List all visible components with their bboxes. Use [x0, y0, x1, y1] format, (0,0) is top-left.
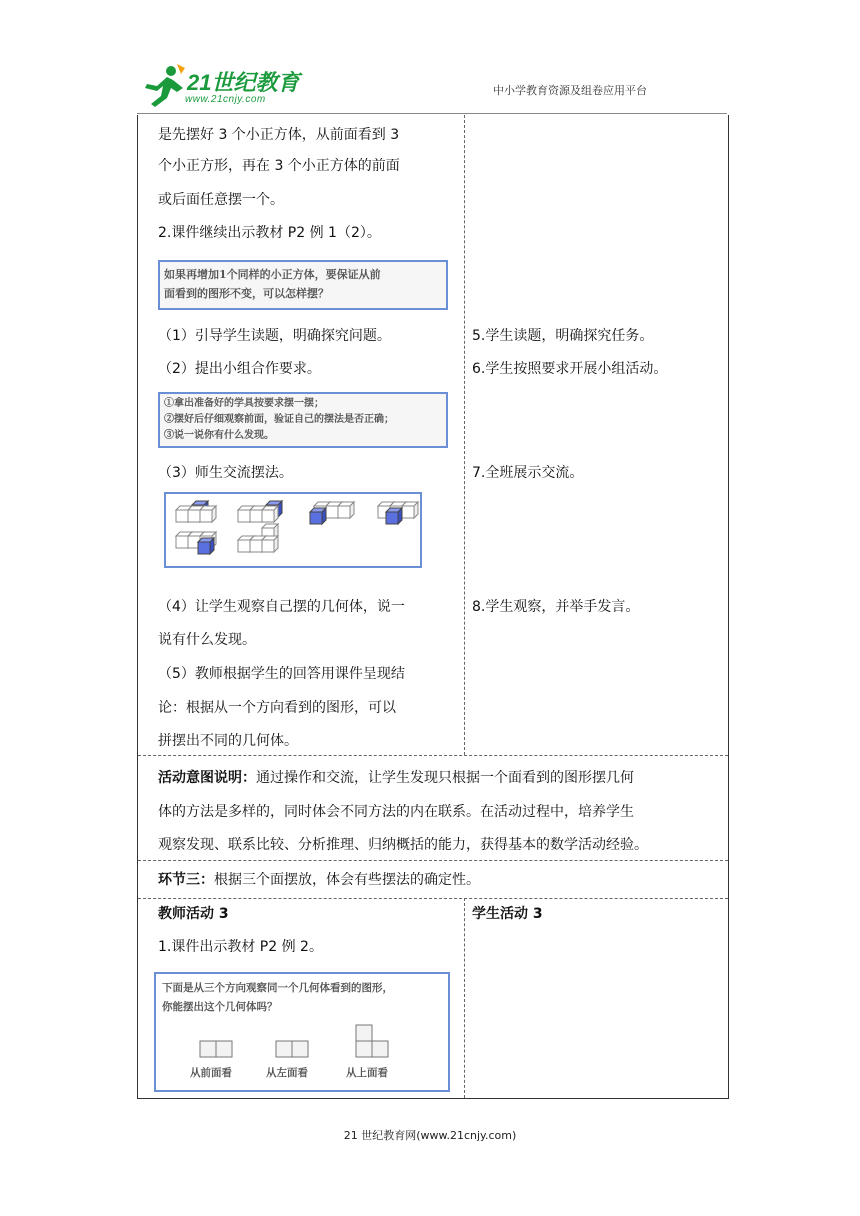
- section-label: 环节三：: [158, 872, 214, 888]
- question-line: 面看到的图形不变，可以怎样摆？: [164, 287, 329, 300]
- student-step: 6.学生按照要求开展小组活动。: [472, 361, 668, 377]
- lesson-table: [137, 115, 729, 1099]
- teacher-step: （3）师生交流摆法。: [158, 465, 293, 481]
- teacher-step: 说有什么发现。: [158, 632, 256, 648]
- intent-label: 活动意图说明：: [158, 770, 256, 786]
- teacher-text-line: 是先摆好 3 个小正方体，从前面看到 3: [158, 127, 400, 143]
- requirement-line: ②摆好后仔细观察前面，验证自己的摆法是否正确；: [164, 414, 394, 425]
- teacher-text-line: 2.课件继续出示教材 P2 例 1（2）。: [158, 225, 381, 241]
- example-question-line: 下面是从三个方向观察同一个几何体看到的图形，: [162, 982, 393, 994]
- page-header: [137, 62, 727, 114]
- section-title: [158, 871, 480, 889]
- student-step: 8.学生观察，并举手发言。: [472, 599, 640, 615]
- platform-name: 中小学教育资源及组卷应用平台: [493, 84, 647, 97]
- view-label-front: 从前面看: [190, 1067, 232, 1079]
- requirement-line: ③说一说你有什么发现。: [164, 430, 274, 441]
- student-step: 5.学生读题，明确探究任务。: [472, 328, 654, 344]
- row-divider: [138, 898, 728, 899]
- teacher-step: 论：根据从一个方向看到的图形，可以: [158, 700, 396, 716]
- requirements-box: [158, 392, 448, 448]
- student-activity-heading: 学生活动 3: [472, 906, 543, 922]
- teacher-activity-heading: 教师活动 3: [158, 906, 229, 922]
- example-question-line: 你能摆出这个几何体吗？: [162, 1001, 278, 1013]
- teacher-text-line: 或后面任意摆一个。: [158, 192, 284, 208]
- logo: [137, 62, 317, 110]
- logo-text: 21世纪教育: [187, 70, 300, 95]
- section-text: 根据三个面摆放，体会有些摆法的确定性。: [214, 872, 480, 888]
- intent-line: 体的方法是多样的，同时体会不同方法的内在联系。在活动过程中，培养学生: [158, 804, 634, 820]
- arrangements-figure: [164, 492, 422, 568]
- header-divider: [137, 113, 727, 114]
- row-divider: [138, 755, 728, 756]
- column-divider: [464, 115, 465, 755]
- row-divider: [138, 860, 728, 861]
- teacher-step: （1）引导学生读题，明确探究问题。: [158, 328, 391, 344]
- intent-text: 通过操作和交流，让学生发现只根据一个面看到的图形摆几何: [256, 770, 634, 786]
- view-label-top: 从上面看: [346, 1067, 388, 1079]
- teacher-step: （5）教师根据学生的回答用课件呈现结: [158, 666, 405, 682]
- cube-arrangements-icon: [166, 494, 420, 566]
- teacher-text-line: 1.课件出示教材 P2 例 2。: [158, 939, 323, 955]
- example-box: [154, 972, 450, 1092]
- logo-url: www.21cnjy.com: [185, 94, 266, 105]
- teacher-step: （4）让学生观察自己摆的几何体，说一: [158, 599, 405, 615]
- intent-line: 观察发现、联系比较、分析推理、归纳概括的能力，获得基本的数学活动经验。: [158, 837, 648, 853]
- page-footer: 21 世纪教育网(www.21cnjy.com): [343, 1129, 517, 1142]
- intent-line: [158, 769, 726, 787]
- view-label-left: 从左面看: [266, 1067, 308, 1079]
- teacher-step: （2）提出小组合作要求。: [158, 361, 321, 377]
- requirement-line: ①拿出准备好的学具按要求摆一摆；: [164, 398, 324, 409]
- teacher-step: 拼摆出不同的几何体。: [158, 733, 298, 749]
- question-box: [158, 260, 448, 310]
- question-line: 如果再增加1个同样的小正方体，要保证从前: [164, 268, 381, 281]
- column-divider: [464, 898, 465, 1098]
- teacher-text-line: 个小正方形，再在 3 个小正方体的前面: [158, 158, 400, 174]
- runner-logo-icon: [137, 62, 187, 110]
- student-step: 7.全班展示交流。: [472, 465, 584, 481]
